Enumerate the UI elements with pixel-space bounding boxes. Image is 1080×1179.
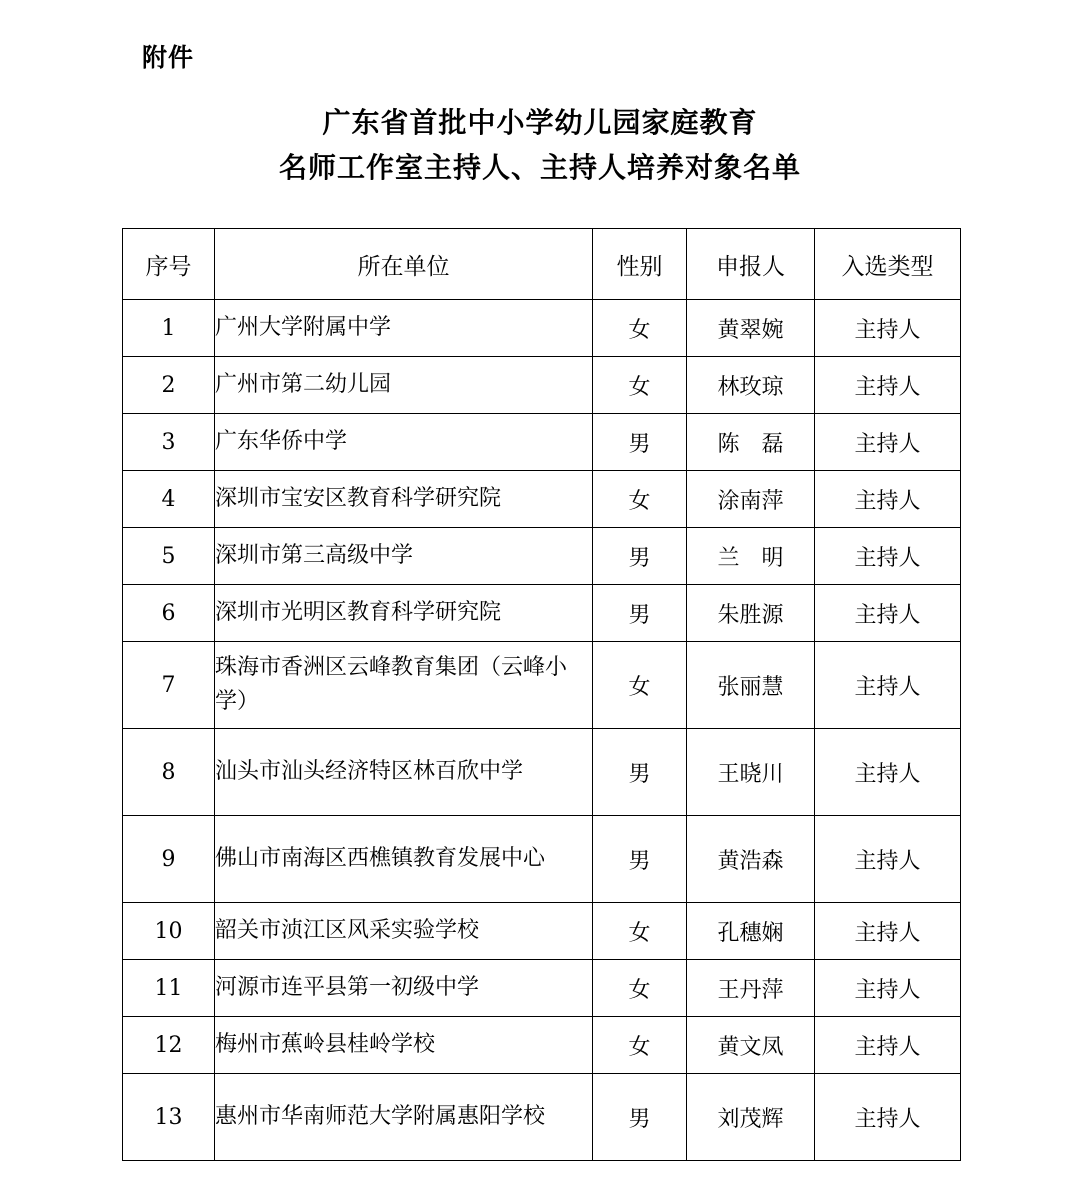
cell-unit: 佛山市南海区西樵镇教育发展中心 xyxy=(215,816,593,903)
cell-sex: 男 xyxy=(593,1074,687,1161)
table-row xyxy=(123,585,961,642)
cell-name: 黄文凤 xyxy=(687,1017,815,1074)
cell-unit: 广东华侨中学 xyxy=(215,414,593,471)
cell-name: 黄浩森 xyxy=(687,816,815,903)
cell-name: 朱胜源 xyxy=(687,585,815,642)
column-header-sex: 性别 xyxy=(593,229,687,300)
cell-seq: 3 xyxy=(123,414,215,471)
cell-unit: 河源市连平县第一初级中学 xyxy=(215,960,593,1017)
table-row xyxy=(123,300,961,357)
cell-type: 主持人 xyxy=(815,528,961,585)
page-title-line-2: 名师工作室主持人、主持人培养对象名单 xyxy=(278,151,801,184)
attachment-label: 附件 xyxy=(142,43,195,72)
cell-sex: 男 xyxy=(593,528,687,585)
cell-type: 主持人 xyxy=(815,300,961,357)
table-header-row xyxy=(123,229,961,300)
cell-sex: 女 xyxy=(593,642,687,729)
cell-sex: 女 xyxy=(593,357,687,414)
cell-unit: 惠州市华南师范大学附属惠阳学校 xyxy=(215,1074,593,1161)
cell-sex: 男 xyxy=(593,585,687,642)
cell-unit: 广州大学附属中学 xyxy=(215,300,593,357)
roster-table-body xyxy=(123,300,961,1161)
cell-name: 黄翠婉 xyxy=(687,300,815,357)
table-row xyxy=(123,1017,961,1074)
cell-type: 主持人 xyxy=(815,816,961,903)
column-header-unit: 所在单位 xyxy=(215,229,593,300)
cell-name: 涂南萍 xyxy=(687,471,815,528)
table-row xyxy=(123,816,961,903)
cell-sex: 女 xyxy=(593,471,687,528)
table-row xyxy=(123,642,961,729)
cell-sex: 女 xyxy=(593,903,687,960)
page-title-line-1: 广东省首批中小学幼儿园家庭教育 xyxy=(322,106,758,139)
cell-sex: 男 xyxy=(593,816,687,903)
cell-sex: 女 xyxy=(593,1017,687,1074)
cell-unit: 深圳市宝安区教育科学研究院 xyxy=(215,471,593,528)
cell-type: 主持人 xyxy=(815,903,961,960)
cell-unit: 深圳市第三高级中学 xyxy=(215,528,593,585)
table-row xyxy=(123,729,961,816)
cell-name: 兰 明 xyxy=(687,528,815,585)
table-row xyxy=(123,960,961,1017)
cell-seq: 7 xyxy=(123,642,215,729)
cell-sex: 男 xyxy=(593,414,687,471)
cell-seq: 12 xyxy=(123,1017,215,1074)
cell-seq: 8 xyxy=(123,729,215,816)
cell-type: 主持人 xyxy=(815,642,961,729)
cell-seq: 10 xyxy=(123,903,215,960)
cell-seq: 13 xyxy=(123,1074,215,1161)
cell-name: 林玫琼 xyxy=(687,357,815,414)
cell-unit: 梅州市蕉岭县桂岭学校 xyxy=(215,1017,593,1074)
page-title xyxy=(0,100,1080,190)
cell-seq: 9 xyxy=(123,816,215,903)
cell-unit: 汕头市汕头经济特区林百欣中学 xyxy=(215,729,593,816)
cell-name: 张丽慧 xyxy=(687,642,815,729)
roster-table xyxy=(122,228,961,1161)
cell-type: 主持人 xyxy=(815,414,961,471)
cell-unit: 广州市第二幼儿园 xyxy=(215,357,593,414)
cell-type: 主持人 xyxy=(815,471,961,528)
cell-unit: 韶关市浈江区风采实验学校 xyxy=(215,903,593,960)
cell-name: 刘茂辉 xyxy=(687,1074,815,1161)
column-header-seq: 序号 xyxy=(123,229,215,300)
table-row xyxy=(123,528,961,585)
table-row xyxy=(123,1074,961,1161)
column-header-name: 申报人 xyxy=(687,229,815,300)
cell-unit: 深圳市光明区教育科学研究院 xyxy=(215,585,593,642)
cell-name: 孔穗娴 xyxy=(687,903,815,960)
cell-seq: 4 xyxy=(123,471,215,528)
cell-seq: 1 xyxy=(123,300,215,357)
cell-name: 陈 磊 xyxy=(687,414,815,471)
table-row xyxy=(123,414,961,471)
cell-seq: 11 xyxy=(123,960,215,1017)
cell-type: 主持人 xyxy=(815,1074,961,1161)
cell-unit: 珠海市香洲区云峰教育集团（云峰小学） xyxy=(215,642,593,729)
cell-type: 主持人 xyxy=(815,585,961,642)
cell-seq: 6 xyxy=(123,585,215,642)
cell-name: 王丹萍 xyxy=(687,960,815,1017)
column-header-type: 入选类型 xyxy=(815,229,961,300)
table-row xyxy=(123,357,961,414)
cell-seq: 2 xyxy=(123,357,215,414)
cell-seq: 5 xyxy=(123,528,215,585)
table-row xyxy=(123,471,961,528)
cell-name: 王晓川 xyxy=(687,729,815,816)
table-row xyxy=(123,903,961,960)
cell-sex: 男 xyxy=(593,729,687,816)
cell-type: 主持人 xyxy=(815,357,961,414)
cell-type: 主持人 xyxy=(815,729,961,816)
cell-type: 主持人 xyxy=(815,960,961,1017)
cell-type: 主持人 xyxy=(815,1017,961,1074)
cell-sex: 女 xyxy=(593,960,687,1017)
cell-sex: 女 xyxy=(593,300,687,357)
